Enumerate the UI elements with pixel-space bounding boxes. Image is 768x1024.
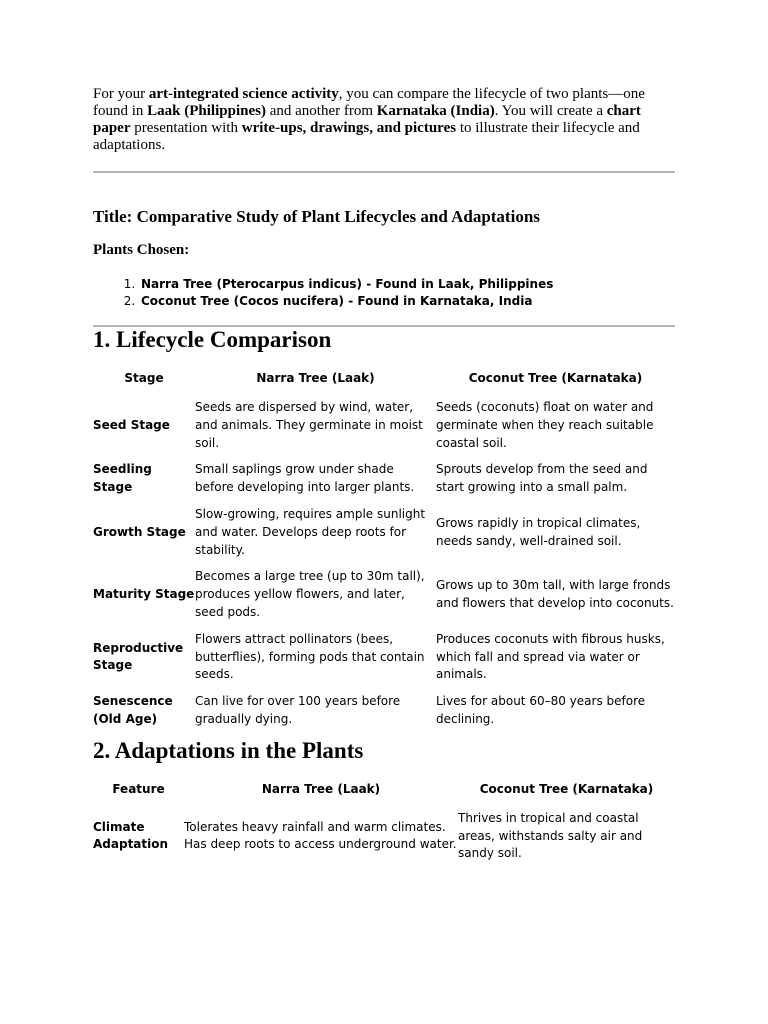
plants-chosen-label: Plants Chosen: xyxy=(93,242,190,258)
document-page xyxy=(93,86,675,863)
intro-bold-1: art-integrated science activity xyxy=(148,86,339,102)
divider-1 xyxy=(93,171,675,173)
row-coconut: Grows up to 30m tall, with large fronds and flowers that develop into coconuts. xyxy=(436,578,674,611)
row-coconut: Grows rapidly in tropical climates, needs sandy, well-drained soil. xyxy=(436,515,641,548)
table-row xyxy=(93,390,675,461)
table-row xyxy=(93,568,675,630)
table-row xyxy=(93,506,675,568)
table-row xyxy=(93,631,675,693)
row-narra: Slow-growing, requires ample sunlight and water. Develops deep roots for stability. xyxy=(195,506,426,557)
row-stage: Maturity Stage xyxy=(93,587,195,602)
adaptations-table xyxy=(93,779,675,863)
table-row xyxy=(93,801,675,863)
intro-text-5: presentation with xyxy=(130,120,242,136)
row-narra: Seeds are dispersed by wind, water, and animals. They germinate in moist soil. xyxy=(195,400,423,450)
intro-bold-3: Karnataka (India) xyxy=(376,103,495,119)
header-coconut: Coconut Tree (Karnataka) xyxy=(479,781,654,796)
header-narra: Narra Tree (Laak) xyxy=(256,371,375,386)
row-narra: Small saplings grow under shade before developing into larger plants. xyxy=(195,462,415,495)
lifecycle-heading: 1. Lifecycle Comparison xyxy=(93,327,332,352)
intro-text-3: and another from xyxy=(265,103,377,119)
intro-text-4: . You will create a xyxy=(494,103,607,119)
row-stage: Seed Stage xyxy=(93,417,170,432)
adaptations-header-row xyxy=(93,779,675,801)
adaptations-heading: 2. Adaptations in the Plants xyxy=(93,737,364,763)
intro-text-2: , you can compare the lifecycle of two plants—one found in xyxy=(93,86,645,119)
table-row xyxy=(93,693,675,738)
row-narra: Becomes a large tree (up to 30m tall), produces yellow flowers, and later, seed pods. xyxy=(195,569,425,619)
row-stage: Seedling Stage xyxy=(93,462,152,495)
row-narra: Tolerates heavy rainfall and warm climates. Has deep roots to access underground water. xyxy=(184,819,457,852)
row-stage: Senescence (Old Age) xyxy=(93,694,173,726)
header-coconut: Coconut Tree (Karnataka) xyxy=(468,371,643,386)
lifecycle-header-row xyxy=(93,368,675,390)
intro-bold-4: chart paper xyxy=(93,103,641,136)
row-narra: Flowers attract pollinators (bees, butterflies), forming pods that contain seeds. xyxy=(195,631,425,682)
table-row xyxy=(93,461,675,506)
document-title: Title: Comparative Study of Plant Lifecycles and Adaptations xyxy=(93,207,540,226)
plants-list xyxy=(93,276,675,309)
plant-item-narra: 1. Narra Tree (Pterocarpus indicus) - Found in Laak, Philippines xyxy=(139,276,675,293)
header-narra: Narra Tree (Laak) xyxy=(261,781,381,796)
intro-bold-5: write-ups, drawings, and pictures xyxy=(241,120,457,136)
row-coconut: Thrives in tropical and coastal areas, withstands salty air and sandy soil. xyxy=(458,810,643,861)
row-narra: Can live for over 100 years before gradually dying. xyxy=(195,694,401,726)
row-coconut: Lives for about 60–80 years before declining. xyxy=(436,694,646,726)
intro-bold-2: Laak (Philippines) xyxy=(147,103,266,119)
row-stage: Growth Stage xyxy=(93,524,186,539)
header-stage: Stage xyxy=(124,371,164,386)
row-feature: Climate Adaptation xyxy=(93,819,169,852)
row-coconut: Seeds (coconuts) float on water and germinate when they reach suitable coastal soil. xyxy=(436,400,654,450)
row-coconut: Sprouts develop from the seed and start growing into a small palm. xyxy=(436,462,648,495)
plant-item-coconut: 2. Coconut Tree (Cocos nucifera) - Found in Karnataka, India xyxy=(139,293,675,310)
intro-text-6: to illustrate their lifecycle and adaptations. xyxy=(93,120,640,153)
header-feature: Feature xyxy=(112,781,165,796)
intro-text-1: For your xyxy=(93,86,149,102)
row-coconut: Produces coconuts with fibrous husks, which fall and spread via water or animals. xyxy=(436,631,665,682)
row-stage: Reproductive Stage xyxy=(93,640,184,673)
lifecycle-table xyxy=(93,368,675,738)
intro-paragraph xyxy=(93,86,675,154)
